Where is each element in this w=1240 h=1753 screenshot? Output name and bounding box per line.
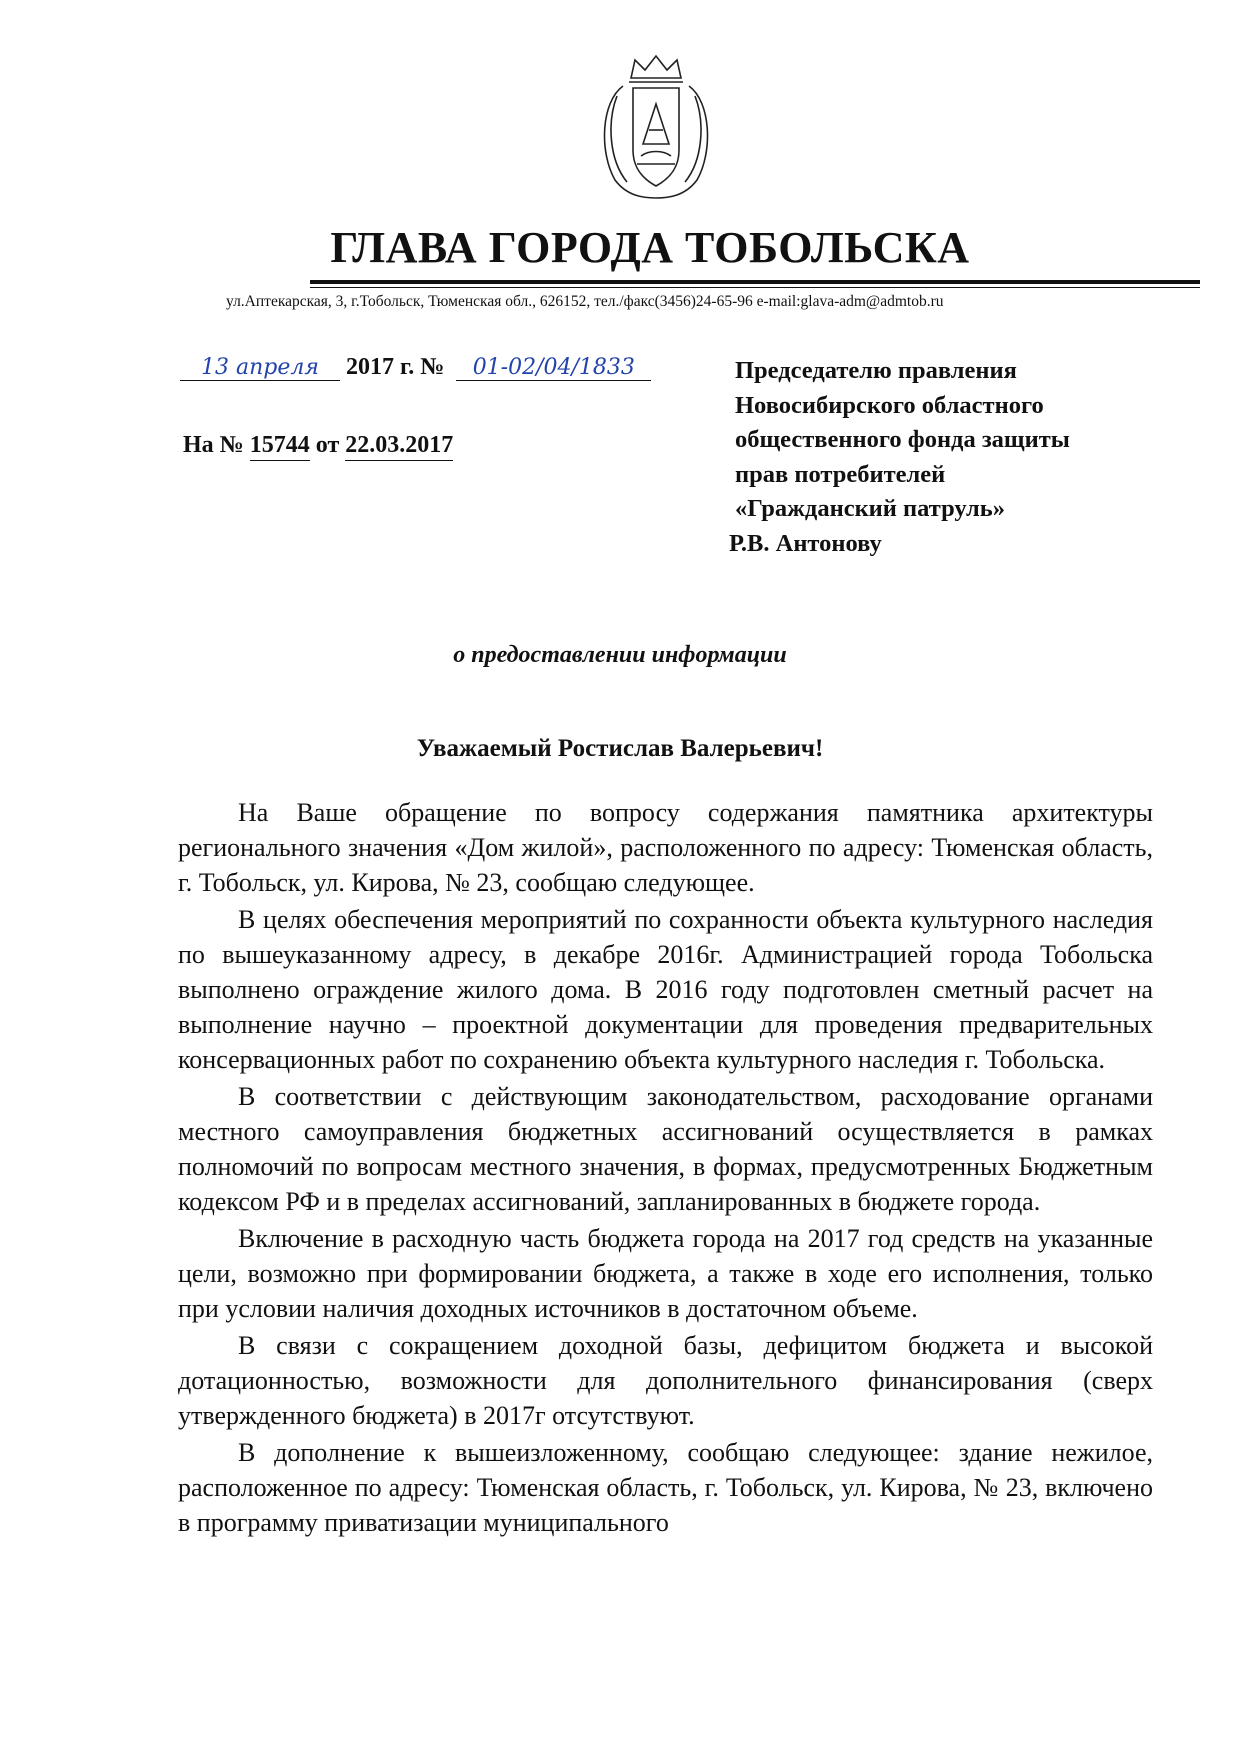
letter-subject: о предоставлении информации [453,642,787,668]
addressee-line: общественного фонда защиты [735,426,1070,453]
header-rule-thick [310,280,1200,284]
incoming-date: 22.03.2017 [345,432,453,461]
coat-of-arms-icon [593,52,719,202]
header-rule-thin [310,287,1200,288]
body-paragraph: В соответствии с действующим законодательством, расходование органами местного самоуправления бюджетных ассигнований осуществляется в рамках полномочий по вопросам местного значения, в формах, предусмотренных Бюджетным кодексом РФ и в пределах ассигнований, запланированных в бюджете города. [178,1082,1153,1216]
letter-body [178,795,1153,1542]
addressee-block [729,354,1070,561]
incoming-number: 15744 [250,432,310,461]
handwritten-number: 01-02/04/1833 [456,355,651,381]
incoming-from: от [315,432,340,458]
body-paragraph: В целях обеспечения мероприятий по сохранности объекта культурного наследия по вышеуказанному адресу, в декабре 2016г. Администрацией города Тобольска выполнено ограждение жилого дома. В 2016 году подготовлен сметный расчет на выполнение научно – проектной документации для проведения предварительных консервационных работ по сохранению объекта культурного наследия г. Тобольска. [178,905,1153,1074]
addressee-line: «Гражданский патруль» [735,495,1006,522]
salutation: Уважаемый Ростислав Валерьевич! [416,735,824,762]
handwritten-date: 13 апреля [180,355,340,381]
incoming-prefix: На № [183,432,244,458]
addressee-line: прав потребителей [735,460,946,488]
addressee-line: Р.В. Антонову [729,529,882,557]
year-label: 2017 г. № [346,354,445,380]
addressee-line: Новосибирского областного [735,391,1044,419]
body-paragraph: На Ваше обращение по вопросу содержания памятника архитектуры регионального значения «Дом жилой», расположенного по адресу: Тюменская область, г. Тобольск, ул. Кирова, № 23, сообщаю следующее. [178,798,1153,897]
organization-address: ул.Аптекарская, 3, г.Тобольск, Тюменская обл., 626152, тел./факс(3456)24-65-96 e-mail:glava-adm@admtob.ru [226,293,944,310]
body-paragraph: В связи с сокращением доходной базы, дефицитом бюджета и высокой дотационностью, возможности для дополнительного финансирования (сверх утвержденного бюджета) в 2017г отсутствуют. [178,1331,1153,1430]
addressee-line: Председателю правления [735,357,1017,384]
body-paragraph: Включение в расходную часть бюджета города на 2017 год средств на указанные цели, возможно при формировании бюджета, а также в ходе его исполнения, только при условии наличия доходных источников в достаточном объеме. [178,1224,1153,1323]
body-paragraph: В дополнение к вышеизложенному, сообщаю следующее: здание нежилое, расположенное по адресу: Тюменская область, г. Тобольск, ул. Кирова, № 23, включено в программу приватизации муниципального [178,1438,1153,1537]
outgoing-reference [180,354,651,381]
organization-title: ГЛАВА ГОРОДА ТОБОЛЬСКА [330,223,970,272]
incoming-reference [183,432,453,459]
